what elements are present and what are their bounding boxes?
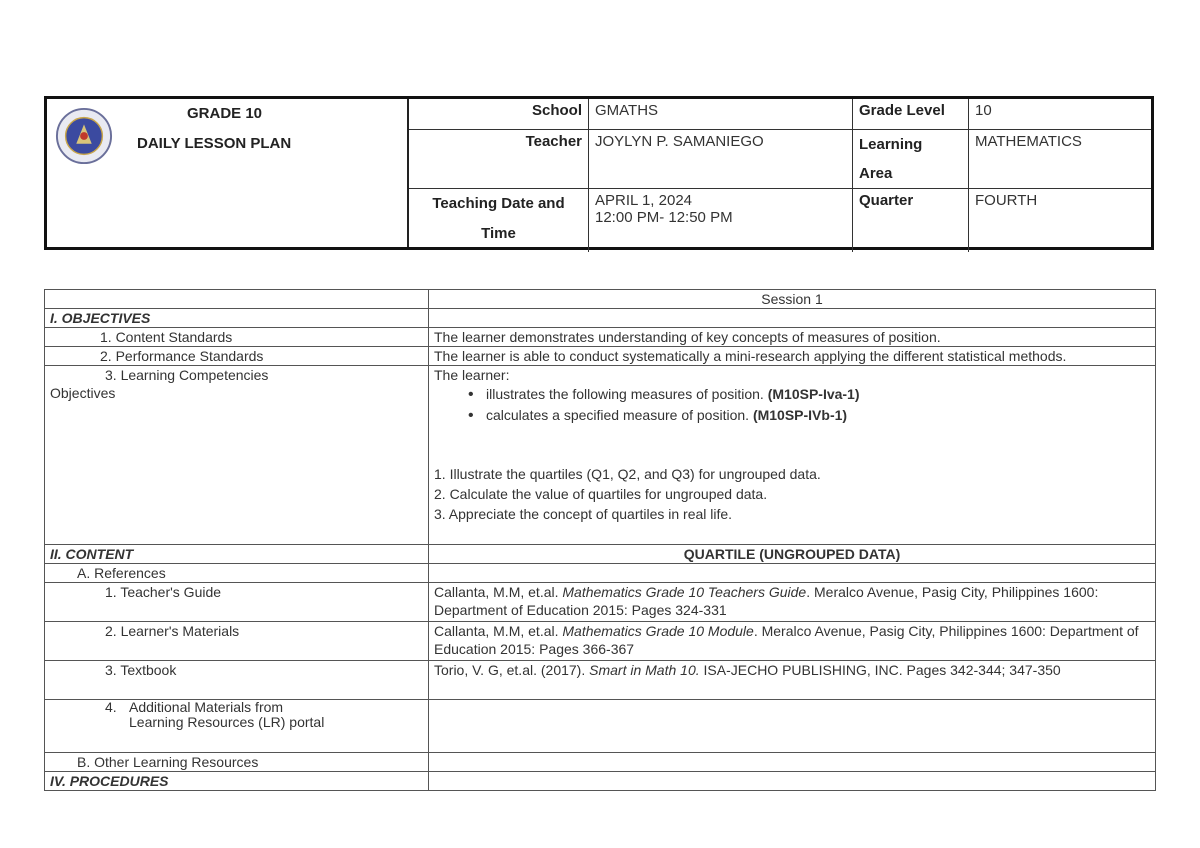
deped-seal-icon bbox=[55, 107, 113, 165]
table-row bbox=[45, 545, 1156, 564]
learning-area-label-line2: Area bbox=[859, 165, 893, 182]
tg-publisher: . Meralco Avenue, Pasig City, Philippines 1600: Department of Education 2015: Pages 324-331 bbox=[434, 584, 1099, 618]
teachers-guide-value bbox=[429, 583, 1156, 622]
content-standards-value: The learner demonstrates understanding of key concepts of measures of position. bbox=[429, 328, 1156, 347]
lm-title: Mathematics Grade 10 Module bbox=[562, 623, 754, 639]
lm-authors: Callanta, M.M, et.al. bbox=[434, 623, 563, 639]
table-cell bbox=[429, 700, 1156, 753]
grade-level-value: 10 bbox=[969, 99, 1151, 130]
objective-1: 1. Illustrate the quartiles (Q1, Q2, and Q3) for ungrouped data. bbox=[434, 466, 821, 482]
table-row bbox=[45, 622, 1156, 661]
date-label-line2: Time bbox=[481, 225, 516, 242]
header-title-block bbox=[47, 99, 409, 247]
table-row bbox=[45, 309, 1156, 328]
table-row bbox=[45, 290, 1156, 309]
tb-authors: Torio, V. G, et.al. (2017). bbox=[434, 662, 590, 678]
learners-materials-label: 2. Learner's Materials bbox=[45, 622, 429, 661]
quarter-value: FOURTH bbox=[975, 192, 1038, 209]
school-label: School bbox=[409, 99, 589, 130]
table-row bbox=[45, 564, 1156, 583]
teacher-label: Teacher bbox=[409, 130, 589, 189]
additional-materials-number: 4. bbox=[105, 699, 117, 715]
date-label-line1: Teaching Date and bbox=[432, 195, 565, 212]
competency-1-text: illustrates the following measures of position. bbox=[486, 386, 768, 402]
learner-intro: The learner: bbox=[434, 367, 510, 383]
tb-publisher: ISA-JECHO PUBLISHING, INC. Pages 342-344; 347-350 bbox=[699, 662, 1061, 678]
competency-1-code: (M10SP-Iva-1) bbox=[767, 386, 860, 402]
competency-2-code: (M10SP-IVb-1) bbox=[752, 407, 848, 423]
session-header: Session 1 bbox=[429, 290, 1156, 309]
learning-area-label bbox=[853, 130, 969, 189]
table-cell bbox=[429, 753, 1156, 772]
grade-title: GRADE 10 bbox=[187, 105, 263, 122]
performance-standards-label: 2. Performance Standards bbox=[45, 347, 429, 366]
competency-2-text: calculates a specified measure of position. bbox=[486, 407, 753, 423]
date-value bbox=[589, 189, 853, 252]
table-cell bbox=[429, 564, 1156, 583]
tg-title: Mathematics Grade 10 Teachers Guide bbox=[562, 584, 807, 600]
other-resources-label: B. Other Learning Resources bbox=[45, 753, 429, 772]
time-text: 12:00 PM- 12:50 PM bbox=[595, 209, 733, 226]
teachers-guide-label: 1. Teacher's Guide bbox=[45, 583, 429, 622]
table-row bbox=[45, 583, 1156, 622]
table-row bbox=[45, 700, 1156, 753]
lm-publisher: . Meralco Avenue, Pasig City, Philippines 1600: Department of Education 2015: Pages 366-367 bbox=[434, 623, 1139, 657]
grade-level-label: Grade Level bbox=[853, 99, 969, 130]
additional-materials-label bbox=[45, 700, 429, 753]
competency-list bbox=[434, 384, 1150, 426]
content-heading: II. CONTENT bbox=[45, 545, 429, 564]
table-cell bbox=[429, 772, 1156, 791]
table-row bbox=[45, 366, 1156, 545]
header-info-grid bbox=[409, 99, 1151, 247]
tb-title: Smart in Math 10. bbox=[589, 662, 700, 678]
table-row bbox=[45, 328, 1156, 347]
list-item bbox=[486, 384, 1150, 405]
content-title: QUARTILE (UNGROUPED DATA) bbox=[429, 545, 1156, 564]
additional-materials-text: Additional Materials from Learning Resources (LR) portal bbox=[129, 699, 325, 730]
learning-area-label-line1: Learning bbox=[859, 136, 923, 153]
textbook-label: 3. Textbook bbox=[45, 661, 429, 700]
date-text: APRIL 1, 2024 bbox=[595, 192, 693, 209]
school-value: GMATHS bbox=[589, 99, 853, 130]
competencies-label-cell bbox=[45, 366, 429, 545]
table-cell bbox=[45, 290, 429, 309]
table-row bbox=[45, 661, 1156, 700]
plan-title: DAILY LESSON PLAN bbox=[137, 135, 292, 152]
header-table bbox=[44, 96, 1154, 250]
references-label: A. References bbox=[45, 564, 429, 583]
performance-standards-value: The learner is able to conduct systematically a mini-research applying the different statistical methods. bbox=[429, 347, 1156, 366]
objective-3: 3. Appreciate the concept of quartiles in real life. bbox=[434, 506, 733, 522]
table-row bbox=[45, 772, 1156, 791]
date-label bbox=[409, 189, 589, 252]
table-cell bbox=[429, 309, 1156, 328]
competencies-value-cell bbox=[429, 366, 1156, 545]
competencies-label: 3. Learning Competencies bbox=[105, 367, 269, 383]
tg-authors: Callanta, M.M, et.al. bbox=[434, 584, 563, 600]
lesson-plan-table bbox=[44, 289, 1156, 791]
objectives-heading: I. OBJECTIVES bbox=[45, 309, 429, 328]
procedures-heading: IV. PROCEDURES bbox=[45, 772, 429, 791]
quarter-label: Quarter bbox=[853, 189, 969, 252]
learners-materials-value bbox=[429, 622, 1156, 661]
textbook-value bbox=[429, 661, 1156, 700]
teacher-value: JOYLYN P. SAMANIEGO bbox=[589, 130, 853, 189]
table-row bbox=[45, 753, 1156, 772]
content-standards-label: 1. Content Standards bbox=[45, 328, 429, 347]
table-row bbox=[45, 347, 1156, 366]
learning-area-value: MATHEMATICS bbox=[969, 130, 1151, 189]
objectives-label: Objectives bbox=[50, 385, 116, 401]
list-item bbox=[486, 405, 1150, 426]
objective-2: 2. Calculate the value of quartiles for ungrouped data. bbox=[434, 486, 768, 502]
